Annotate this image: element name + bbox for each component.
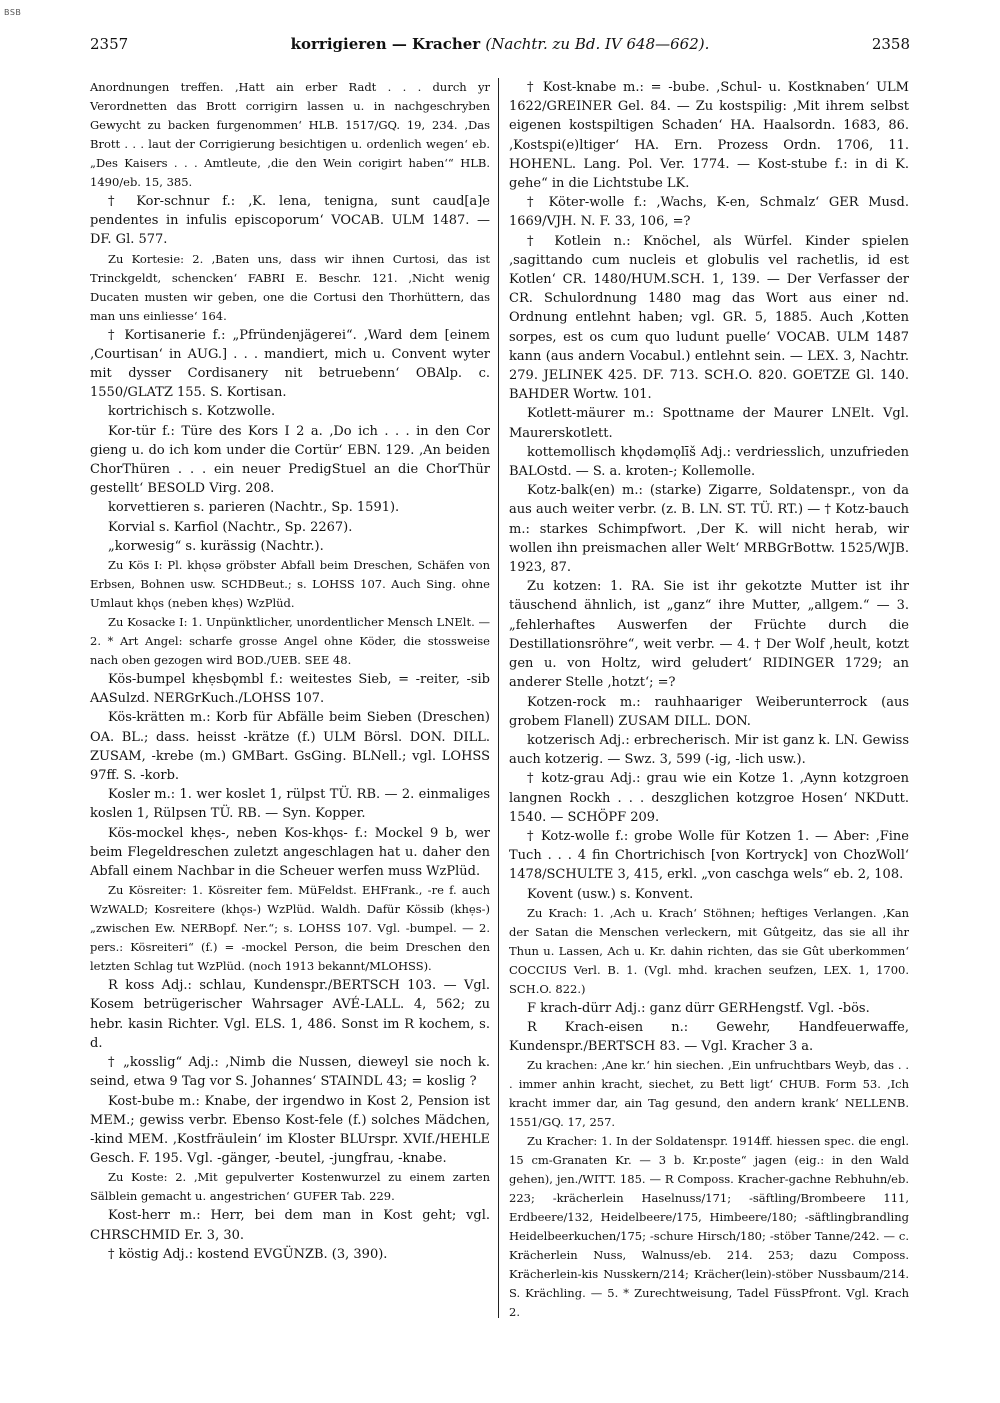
dictionary-entry: Kor-tür f.: Türe des Kors I 2 a. ‚Do ich . . . in den Cor gieng u. do ich kom under die Cortür‘ EBN. 129. ‚An beiden ChorThüren . . . ein neuer PredigStuel an die ChorThür gestellt‘ BESOLD Virg. 208. (90, 423, 490, 497)
dictionary-entry: Kost-herr m.: Herr, bei dem man in Kost geht; vgl. CHRSCHMID Er. 3, 30. (90, 1208, 490, 1243)
dictionary-entry: korvettieren s. parieren (Nachtr., Sp. 1591). (108, 500, 400, 516)
dictionary-entry: Zu kotzen: 1. RA. Sie ist ihr gekotzte Mutter ist ihr täuschend ähnlich, ist „ganz“ ihre Mutter, „allgem.“ — 3. „fehlerhaftes Auswerfen der Früchte durch die Destillationsröhre“, weit verbr. — 4. † Der Wolf ‚heult, kotzt gen u. von Holtz, wird geludert‘ RIDINGER 1729; an anderer Stelle ‚hotzt‘; =? (509, 579, 909, 691)
library-badge: BSB (4, 8, 22, 17)
dictionary-entry: kotzerisch Adj.: erbrecherisch. Mir ist ganz k. LN. Gewiss auch kotzerig. — Swz. 3, 599 (-ig, -lich usw.). (509, 732, 909, 768)
dictionary-entry: kortrichisch s. Kotzwolle. (108, 404, 276, 420)
dictionary-entry: † Kotlein n.: Knöchel, als Würfel. Kinder spielen ‚sagittando cum nucleis et globulis vel rachetlis, id est Kotlen‘ CR. 1480/HUM.SCH. 1, 139. — Der Verfasser der CR. Schulordnung 1480 mag das Wort aus einer nd. Ordnung entlehnt haben; vgl. GR. 5, 1885. Auch ‚Kotten sorpes, est os cum quo ludunt puelle‘ VOCAB. ULM 1487 kann (aus andern Vocabul.) entlehnt sein. — LEX. 3, Nachtr. 279. JELINEK 425. DF. 713. SCH.O. 820. GOETZE Gl. 140. BAHDER Wortw. 101. (509, 233, 909, 403)
running-title-headwords: korrigieren — Kracher (290, 35, 481, 53)
dictionary-entry: † Kortisanerie f.: „Pfründenjägerei“. ‚Ward dem [einem ‚Courtisan‘ in AUG.] . . . mandiert, mich u. Convent wyter mit dysser Cordisanery nit betruebenn‘ OBAlp. c. 1550/GLATZ 155. S. Kortisan. (90, 327, 490, 401)
running-title-note: (Nachtr. zu Bd. IV 648—662). (485, 35, 710, 53)
dictionary-entry: † köstig Adj.: kostend EVGÜNZB. (3, 390). (108, 1246, 388, 1262)
dictionary-entry: Zu Kös I: Pl. khǫsə gröbster Abfall beim Dreschen, Schäfen von Erbsen, Bohnen usw. SCHDBeut.; s. LOHSS 107. Auch Sing. ohne Umlaut khǫs (neben khẹs) WzPlüd. (90, 558, 490, 611)
dictionary-entry: Kotzen-rock m.: rauhhaariger Weiberunterrock (aus grobem Flanell) ZUSAM DILL. DON. (509, 694, 909, 729)
dictionary-entry: Korvial s. Karfiol (Nachtr., Sp. 2267). (108, 519, 353, 535)
dictionary-entry: Kosler m.: 1. wer koslet 1, rülpst TÜ. RB. — 2. einmaliges koslen 1, Rülpsen TÜ. RB. — Syn. Kopper. (90, 787, 490, 822)
dictionary-entry: † Kost-knabe m.: = -bube. ‚Schul- u. Kostknaben‘ ULM 1622/GREINER Gel. 84. — Zu kostspilig: ‚Mit ihrem selbst eigenen kostspiltigen Schaden‘ HA. Haalsordn. 1683, 86. ‚Kostspi(e)ltiger‘ HA. Ern. Prozess Ordn. 1706, 11. HOHENL. Lang. Pol. Ver. 1774. — Kost-stube f.: in di K. gehe“ in die Lichtstube LK. (509, 80, 909, 192)
dictionary-entry: „korwesig“ s. kurässig (Nachtr.). (108, 538, 324, 554)
page-number-right: 2358 (871, 35, 910, 53)
dictionary-entry: † Köter-wolle f.: ‚Wachs, K-en, Schmalz‘ GER Musd. 1669/VJH. N. F. 33, 106, =? (509, 195, 909, 230)
right-column (509, 78, 909, 1322)
column-divider (498, 78, 499, 1318)
dictionary-entry: Kös-bumpel khẹsbǫmbl f.: weitestes Sieb, = -reiter, -sib AASulzd. NERGrKuch./LOHSS 107. (90, 672, 490, 707)
dictionary-entry: † Kotz-wolle f.: grobe Wolle für Kotzen 1. — Aber: ‚Fine Tuch . . . 4 fin Chortrichisch [von Kortryck] von ChozWoll‘ 1478/SCHULTE 3, 415, erkl. „von caschga wels“ eb. 2, 108. (509, 828, 909, 883)
running-title (90, 35, 910, 53)
dictionary-entry: kottemollisch khǫdəmǫlīš Adj.: verdriesslich, unzufrieden BALOstd. — S. a. kroten-; Kollemolle. (509, 444, 909, 480)
dictionary-entry: Zu Krach: 1. ‚Ach u. Krach‘ Stöhnen; heftiges Verlangen. ‚Kan der Satan die Menschen verleckern, mit Gûtgeitz, das sie all ihr Thun u. Lassen, Ach u. Kr. dahin richten, das sie Gût uberkommen‘ COCCIUS Verl. B. 1. (Vgl. mhd. krachen seufzen, LEX. 1, 1700. SCH.O. 822.) (509, 905, 909, 996)
dictionary-entry: Anordnungen treffen. ‚Hatt ain erber Radt . . . durch yr Verordnetten das Brott corrigirn lassen u. in nachgeschryben Gewycht zu backen furgenommen‘ HLB. 1517/GQ. 19, 234. ‚Das Brott . . . laut der Corrigierung besichtigen u. ordenlich wegen‘ eb. „Des Kaisers . . . Amtleute, ‚die den Wein corigirt haben‘“ HLB. 1490/eb. 15, 385. (90, 80, 490, 189)
dictionary-entry: † kotz-grau Adj.: grau wie ein Kotze 1. ‚Aynn kotzgroen langnen Rockh . . . deszglichen kotzgroe Hosen‘ NKDutt. 1540. — SCHÖPF 209. (509, 771, 909, 825)
dictionary-entry: R koss Adj.: schlau, Kundenspr./BERTSCH 103. — Vgl. Kosem betrügerischer Wahrsager AVÉ-LALL. 4, 562; zu hebr. kasin Richter. Vgl. ELS. 1, 486. Sonst im R kochem, s. d. (90, 978, 490, 1051)
dictionary-entry: Kös-mockel khẹs-, neben Kos-khǫs- f.: Mockel 9 b, wer beim Flegeldreschen zuletzt angeschlagen hat u. daher den Abfall einem Nachbar in die Scheuer werfen muss WzPlüd. (90, 825, 490, 880)
dictionary-entry: Kost-bube m.: Knabe, der irgendwo in Kost 2, Pension ist MEM.; gewiss verbr. Ebenso Kost-fele (f.) solches Mädchen, -kind MEM. ‚Kostfräulein‘ im Kloster BLUrspr. XVIf./HEHLE Gesch. F. 195. Vgl. -gänger, -beutel, -jungfrau, -knabe. (90, 1093, 490, 1167)
dictionary-entry: † Kor-schnur f.: ‚K. lena, tenigna, sunt caud[a]e pendentes in infulis episcoporum‘ VOCAB. ULM 1487. — DF. Gl. 577. (90, 194, 490, 248)
dictionary-entry: Zu Kortesie: 2. ‚Baten uns, dass wir ihnen Curtosi, das ist Trinckgeldt, schencken‘ FABRI E. Beschr. 121. ‚Nicht wenig Ducaten musten wir geben, one die Cortusi den Thorhüttern, das man uns einliesse‘ 164. (90, 251, 490, 323)
dictionary-entry: Kotlett-mäurer m.: Spottname der Maurer LNElt. Vgl. Maurerskotlett. (509, 406, 909, 441)
page-header (90, 35, 910, 59)
dictionary-entry: Zu Koste: 2. ‚Mit gepulverter Kostenwurzel zu einem zarten Sälblein gemacht u. angestrichen‘ GUFER Tab. 229. (90, 1170, 490, 1204)
page-number-left: 2357 (90, 35, 129, 53)
dictionary-entry: Zu krachen: ‚Ane kr.‘ hin siechen. ‚Ein unfruchtbars Weyb, das . . . immer anhin kracht, siechet, zu Bett ligt‘ CHUB. Form 53. ‚Ich kracht immer dar, ain Tag gesund, den andern krank‘ NELLENB. 1551/GQ. 17, 257. (509, 1058, 909, 1130)
dictionary-entry: R Krach-eisen n.: Gewehr, Handfeuerwaffe, Kundenspr./BERTSCH 83. — Vgl. Kracher 3 a. (509, 1019, 909, 1055)
dictionary-entry: Zu Kracher: 1. In der Soldatenspr. 1914ff. hiessen spec. die engl. 15 cm-Granaten Kr. — 3 b. Kr.poste“ jagen (eig.: in den Wald gehen), jen./WITT. 185. — R Composs. Kracher-gachne Rebhuhn/eb. 223; -krächerlein Haselnuss/171; -säftling/Brombeere 111, Erdbeere/132, Heidelbeere/175, Himbeere/180; -säftlingbrandling Heidelbeerkuchen/175; -schure Hirsch/180; -stöber Tanne/242. — c. Krächerlein Nuss, Walnuss/eb. 214. 253; dazu Composs. Krächerlein-kis Nusskern/214; Krächer(lein)-stöber Nussbaum/214. S. Krächling. — 5. * Zurechtweisung, Tadel FüssPfront. Vgl. Krach 2. (509, 1134, 909, 1320)
dictionary-entry: Zu Kösreiter: 1. Kösreiter fem. MüFeldst. EHFrank., -re f. auch WzWALD; Kosreitere (khǫs-) WzPlüd. Waldh. Dafür Kössib (khẹs-) „zwischen Ew. NERBopf. Ner.“; s. LOHSS 107. Vgl. -bumpel. — 2. pers.: Kösreiteri“ (f.) = -mockel Person, die beim Dreschen den letzten Schlag tut WzPlüd. (noch 1913 bekannt/MLOHSS). (90, 883, 490, 974)
dictionary-entry: Zu Kosacke I: 1. Unpünktlicher, unordentlicher Mensch LNElt. — 2. * Art Angel: scharfe grosse Angel ohne Köder, die stossweise nach oben gezogen wird BOD./UEB. SEE 48. (90, 615, 490, 668)
dictionary-entry: † „kosslig“ Adj.: ‚Nimb die Nussen, dieweyl sie noch k. seind, etwa 9 Tag vor S. Johannes‘ STAINDL 43; = koslig ? (90, 1055, 490, 1090)
dictionary-entry: F krach-dürr Adj.: ganz dürr GERHengstf. Vgl. -bös. (527, 1000, 870, 1016)
left-column (90, 78, 490, 1264)
dictionary-entry: Kotz-balk(en) m.: (starke) Zigarre, Soldatenspr., von da aus auch weiter verbr. (z. B. LN. ST. TÜ. RT.) — † Kotz-bauch m.: starkes Schimpfwort. ‚Der K. will nicht herab, wir wollen ihn preismachen aller Welt‘ MRBGrBottw. 1525/WJB. 1923, 87. (509, 483, 909, 576)
dictionary-entry: Kovent (usw.) s. Konvent. (527, 886, 694, 902)
dictionary-entry: Kös-krätten m.: Korb für Abfälle beim Sieben (Dreschen) OA. BL.; dass. heisst -krätze (f.) ULM Börsl. DON. DILL. ZUSAM, -krebe (m.) GMBart. GsGing. BLNell.; vgl. LOHSS 97ff. S. -korb. (90, 710, 490, 784)
